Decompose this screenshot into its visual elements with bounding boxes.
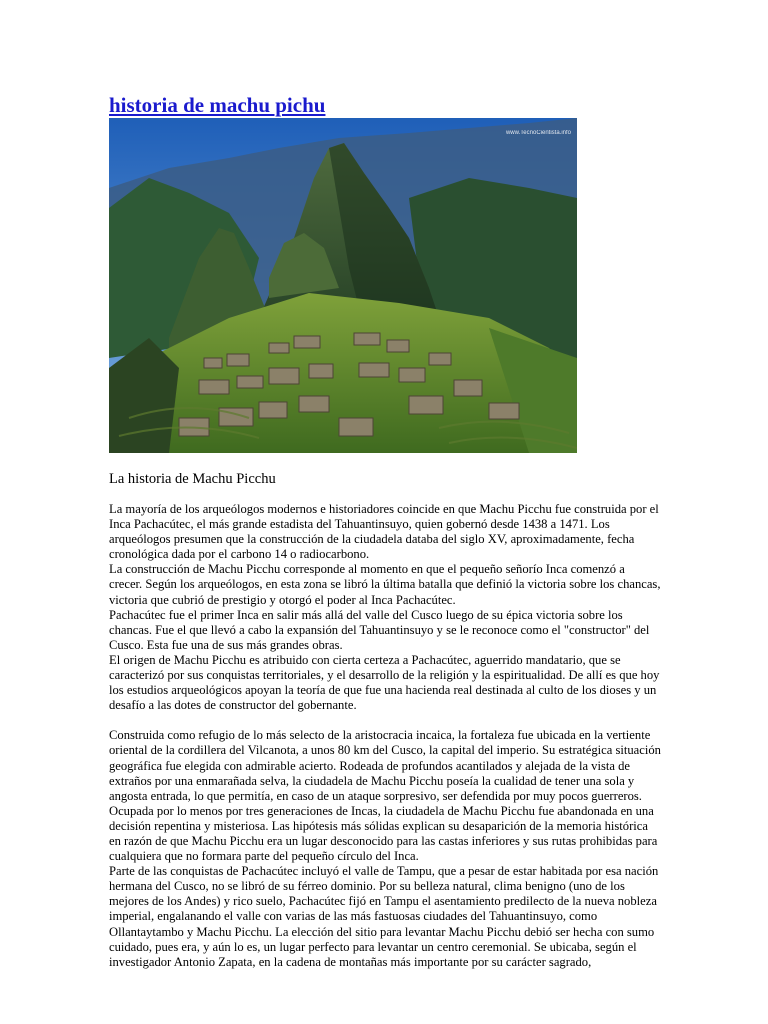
machu-picchu-photo: [109, 118, 577, 453]
paragraph-gap: [109, 713, 661, 728]
article-body: [109, 502, 661, 970]
machu-picchu-illustration: [109, 118, 577, 453]
paragraph-3: Pachacútec fue el primer Inca en salir más allá del valle del Cusco luego de su épica victoria sobre los chancas. Fue el que llevó a cabo la expansión del Tahuantinsuyo y se le reconoce como el "constructor" del Cusco. Esta fue una de sus más grandes obras.: [109, 607, 650, 652]
paragraph-5: Construida como refugio de lo más selecto de la aristocracia incaica, la fortaleza fue ubicada en la vertiente oriental de la cordillera del Vilcanota, a unos 80 km del Cusco, la capital del imperio. Su estratégica situación geográfica fue elegida con admirable acierto. Rodeada de profundos acantilados y alejada de la vista de extraños por una enmarañada selva, la ciudadela de Machu Picchu poseía la cualidad de tener una sola y angosta entrada, lo que permitía, en caso de un ataque sorpresivo, ser defendida por muy pocos guerreros.: [109, 728, 661, 803]
section-subtitle: La historia de Machu Picchu: [109, 471, 276, 487]
paragraph-7: Parte de las conquistas de Pachacútec incluyó el valle de Tampu, que a pesar de estar habitada por esa nación hermana del Cusco, no se libró de su férreo dominio. Por su belleza natural, clima benigno (uno de los mejores de los Andes) y rico suelo, Pachacútec fijó en Tampu el asentamiento predilecto de la nueva nobleza imperial, engalanando el valle con varias de las más fastuosas ciudades del Tahuantinsuyo, como Ollantaytambo y Machu Picchu. La elección del sitio para levantar Machu Picchu debió ser hecha con sumo cuidado, pues era, y aún lo es, un lugar perfecto para levantar un centro ceremonial. Se ubicaba, según el investigador Antonio Zapata, en la cadena de montañas más importante por su carácter sagrado,: [109, 864, 659, 969]
paragraph-2: La construcción de Machu Picchu corresponde al momento en que el pequeño señorío Inca comenzó a crecer. Según los arqueólogos, en esta zona se libró la última batalla que definió la victoria sobre los chancas, victoria que cubrió de prestigio y otorgó el poder al Inca Pachacútec.: [109, 562, 661, 607]
watermark-text: www.TecnoCientista.info: [505, 130, 571, 136]
page-title[interactable]: historia de machu pichu: [109, 93, 326, 117]
paragraph-1: La mayoría de los arqueólogos modernos e historiadores coincide en que Machu Picchu fue construida por el Inca Pachacútec, el más grande estadista del Tahuantinsuyo, quien gobernó desde 1438 a 1471. Los arqueólogos presumen que la construcción de la ciudadela databa del siglo XV, aproximadamente, fecha cronológica dada por el carbono 14 o radiocarbono.: [109, 502, 659, 562]
paragraph-4: El origen de Machu Picchu es atribuido con cierta certeza a Pachacútec, aguerrido mandatario, que se caracterizó por sus conquistas territoriales, y el desarrollo de la religión y la espiritualidad. De allí es que hoy los estudios arqueológicos apoyan la teoría de que fue una hacienda real destinada al culto de los dioses y un desafío a las dotes de constructor del gobernante.: [109, 652, 660, 713]
paragraph-6: Ocupada por lo menos por tres generaciones de Incas, la ciudadela de Machu Picchu fue abandonada en una decisión repentina y misteriosa. Las hipótesis más sólidas explican su desaparición de la memoria histórica en razón de que Machu Picchu era un lugar desconocido para las castas inferiores y sus rutas prohibidas para cualquiera que no formara parte del pequeño círculo del Inca.: [109, 803, 658, 864]
